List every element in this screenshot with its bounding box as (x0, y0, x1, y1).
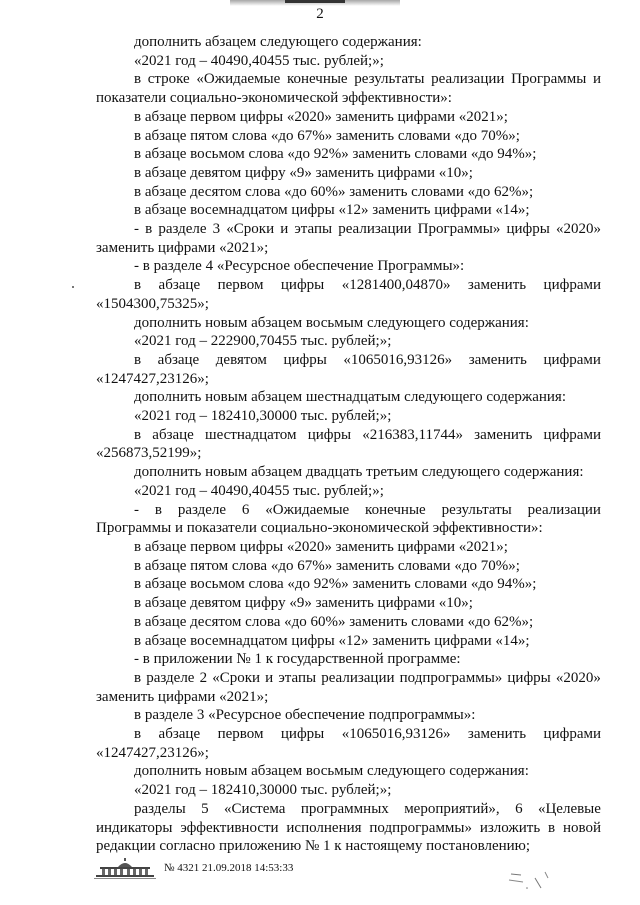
text-line: в абзаце восемнадцатом цифры «12» заменить цифрами «14»; (134, 632, 530, 649)
text-line: - в разделе 4 «Ресурсное обеспечение Программы»: (134, 258, 465, 275)
text-line: редакции согласно приложению № 1 к настоящему постановлению; (96, 838, 531, 855)
text-line: в абзаце восьмом слова «до 92%» заменить словами «до 94%»; (134, 146, 537, 163)
text-line: в абзаце девятом цифру «9» заменить цифрами «10»; (134, 164, 473, 181)
text-line: в абзаце первом цифры «1065016,93126» заменить цифрами (134, 726, 601, 743)
text-line: «256873,52199»; (96, 445, 202, 462)
text-line: заменить цифрами «2021»; (96, 688, 269, 705)
text-line: Программы и показатели социально-экономической эффективности»: (96, 520, 543, 537)
scan-speck (72, 286, 74, 288)
text-line: дополнить новым абзацем шестнадцатым следующего содержания: (134, 389, 566, 406)
text-line: в абзаце пятом слова «до 67%» заменить словами «до 70%»; (134, 127, 520, 144)
text-line: дополнить новым абзацем двадцать третьим следующего содержания: (134, 464, 584, 481)
text-line: в абзаце шестнадцатом цифры «216383,11744» заменить цифрами (134, 426, 601, 443)
text-line: в абзаце первом цифры «1281400,04870» заменить цифрами (134, 277, 601, 294)
text-line: в абзаце девятом цифру «9» заменить цифрами «10»; (134, 595, 473, 612)
text-line: в абзаце девятом цифры «1065016,93126» заменить цифрами (134, 351, 601, 368)
text-line: дополнить новым абзацем восьмым следующего содержания: (134, 314, 529, 331)
document-body (96, 33, 601, 856)
document-registration-stamp: № 4321 21.09.2018 14:53:33 (164, 862, 294, 874)
text-line: в абзаце первом цифры «2020» заменить цифрами «2021»; (134, 108, 508, 125)
text-line: «2021 год – 182410,30000 тыс. рублей;»; (134, 782, 392, 799)
text-line: заменить цифрами «2021»; (96, 239, 269, 256)
text-line: в абзаце пятом слова «до 67%» заменить словами «до 70%»; (134, 557, 520, 574)
text-line: разделы 5 «Система программных мероприятий», 6 «Целевые (134, 800, 601, 817)
text-line: «1247427,23126»; (96, 370, 209, 387)
scan-artifact (285, 0, 345, 3)
text-line: в строке «Ожидаемые конечные результаты реализации Программы и (134, 71, 601, 88)
text-line: «1247427,23126»; (96, 744, 209, 761)
text-line: «2021 год – 40490,40455 тыс. рублей;»; (134, 482, 384, 499)
text-line: «2021 год – 222900,70455 тыс. рублей;»; (134, 333, 392, 350)
text-line: дополнить новым абзацем восьмым следующего содержания: (134, 763, 529, 780)
scan-marks (505, 870, 565, 896)
government-building-logo (94, 858, 156, 880)
text-line: в абзаце десятом слова «до 60%» заменить словами «до 62%»; (134, 613, 534, 630)
page-number: 2 (316, 6, 324, 22)
text-line: в разделе 2 «Сроки и этапы реализации подпрограммы» цифры «2020» (134, 669, 601, 686)
text-line: - в разделе 6 «Ожидаемые конечные результаты реализации (134, 501, 601, 518)
text-line: в абзаце первом цифры «2020» заменить цифрами «2021»; (134, 538, 508, 555)
text-line: «1504300,75325»; (96, 295, 209, 312)
text-line: в абзаце восьмом слова «до 92%» заменить словами «до 94%»; (134, 576, 537, 593)
text-line: «2021 год – 182410,30000 тыс. рублей;»; (134, 408, 392, 425)
document-footer (94, 858, 514, 882)
text-line: - в приложении № 1 к государственной программе: (134, 651, 461, 668)
text-line: в абзаце восемнадцатом цифры «12» заменить цифрами «14»; (134, 202, 530, 219)
text-line: дополнить абзацем следующего содержания: (134, 34, 422, 50)
text-line: - в разделе 3 «Сроки и этапы реализации Программы» цифры «2020» (134, 221, 601, 238)
text-line: «2021 год – 40490,40455 тыс. рублей;»; (134, 52, 384, 69)
text-line: индикаторы эффективности исполнения подпрограммы» изложить в новой (96, 819, 601, 836)
text-line: в абзаце десятом слова «до 60%» заменить словами «до 62%»; (134, 183, 534, 200)
text-line: показатели социально-экономической эффективности»: (96, 90, 452, 107)
text-line: в разделе 3 «Ресурсное обеспечение подпрограммы»: (134, 707, 476, 724)
